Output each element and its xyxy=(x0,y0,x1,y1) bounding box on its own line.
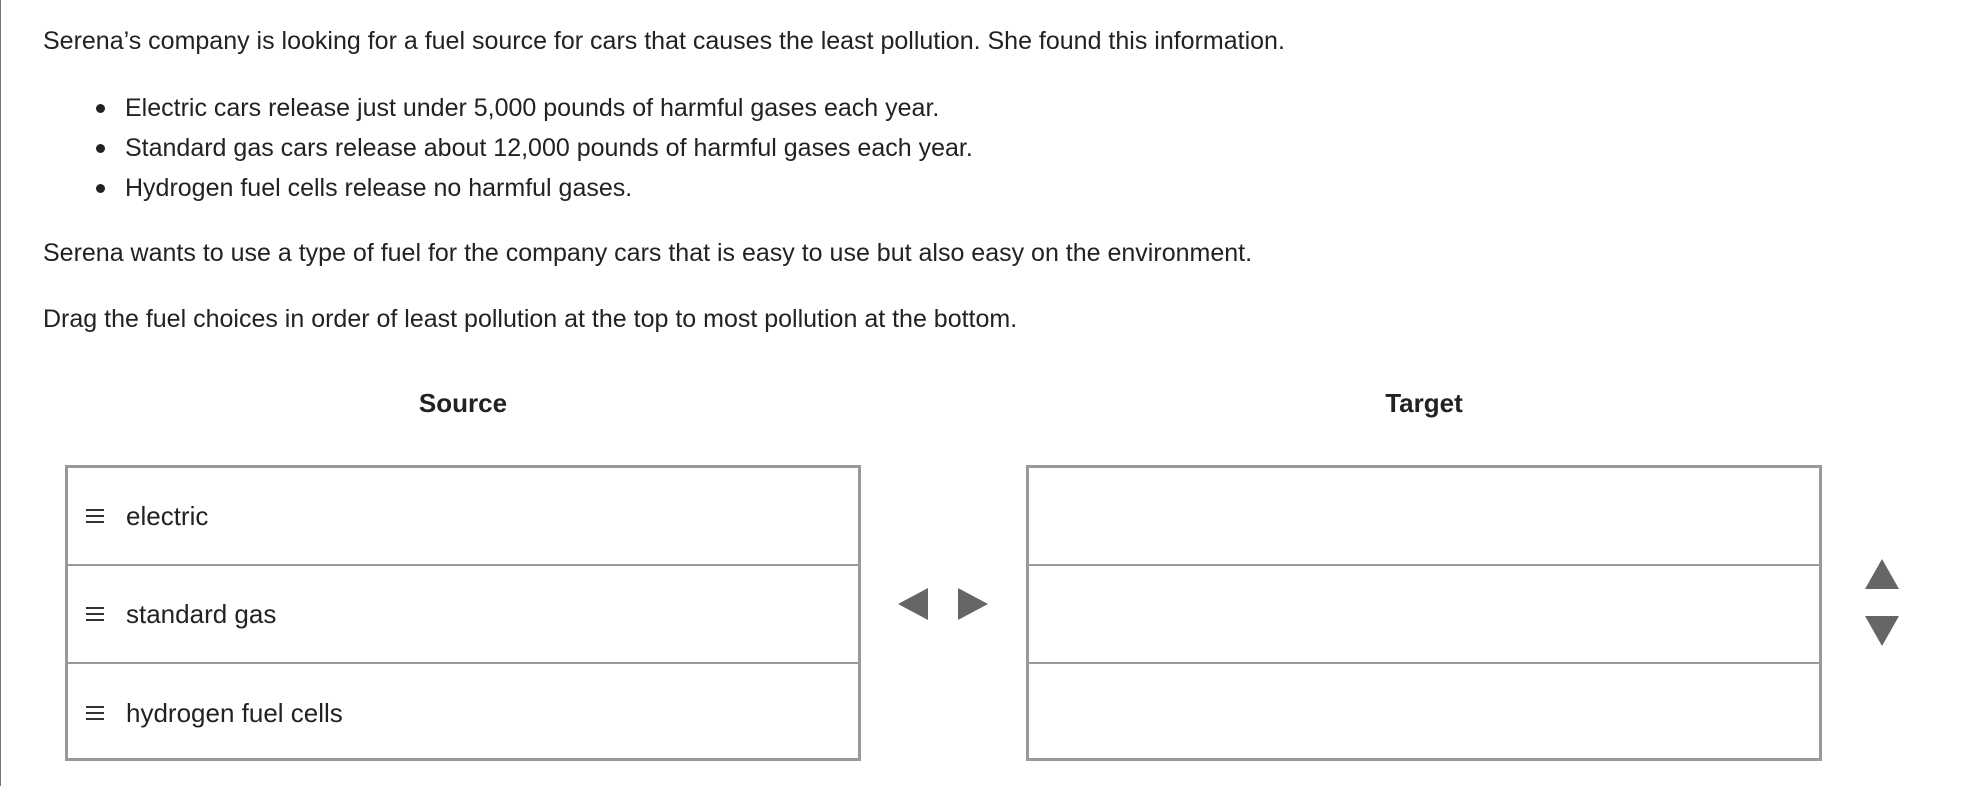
bullet-icon xyxy=(96,104,105,113)
target-title: Target xyxy=(1385,388,1463,418)
question-intro: Serena’s company is looking for a fuel source for cars that causes the least pollution. She found this information. xyxy=(43,27,1285,55)
target-slot-2[interactable] xyxy=(1029,566,1819,664)
bullet-icon xyxy=(96,144,105,153)
source-item-standard-gas[interactable] xyxy=(68,566,858,664)
source-title: Source xyxy=(418,388,508,418)
target-slot-3[interactable] xyxy=(1029,664,1819,762)
question-instruction: Drag the fuel choices in order of least pollution at the top to most pollution at the bottom. xyxy=(43,305,1018,333)
source-item-label: standard gas xyxy=(126,598,277,629)
fact-text: Electric cars release just under 5,000 pounds of harmful gases each year. xyxy=(125,94,940,122)
source-item-hydrogen-fuel-cells[interactable] xyxy=(68,664,858,762)
source-item-electric[interactable] xyxy=(68,468,858,566)
drag-handle-icon xyxy=(86,704,104,722)
fact-item xyxy=(43,88,1943,128)
move-right-button[interactable] xyxy=(958,588,988,620)
question-stem xyxy=(43,24,1943,368)
move-down-button[interactable] xyxy=(1865,616,1899,646)
fact-text: Hydrogen fuel cells release no harmful gases. xyxy=(125,174,633,202)
move-up-button[interactable] xyxy=(1865,559,1899,589)
question-context: Serena wants to use a type of fuel for the company cars that is easy to use but also easy on the environment. xyxy=(43,239,1253,267)
fact-text: Standard gas cars release about 12,000 pounds of harmful gases each year. xyxy=(125,134,973,162)
target-list[interactable] xyxy=(1026,465,1822,761)
drag-handle-icon xyxy=(86,605,104,623)
bullet-icon xyxy=(96,184,105,193)
fact-item xyxy=(43,128,1943,168)
move-left-button[interactable] xyxy=(898,588,928,620)
drag-handle-icon xyxy=(86,507,104,525)
target-slot-1[interactable] xyxy=(1029,468,1819,566)
fact-item xyxy=(43,168,1943,208)
source-item-label: electric xyxy=(126,500,209,531)
fact-list xyxy=(43,88,1943,208)
source-item-label: hydrogen fuel cells xyxy=(126,697,343,728)
source-list xyxy=(65,465,861,761)
